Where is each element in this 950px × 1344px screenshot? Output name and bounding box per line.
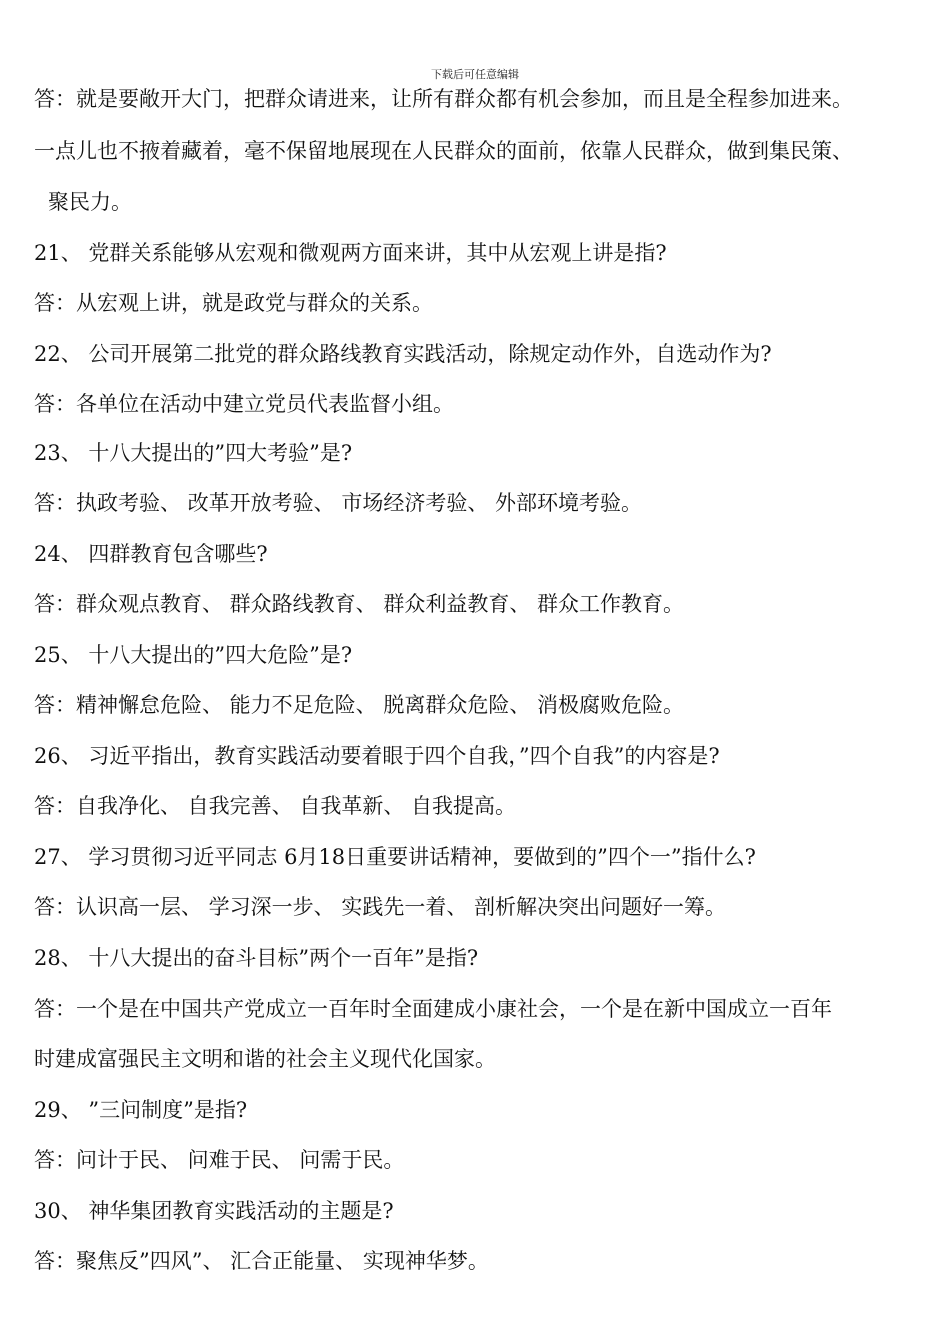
question-29: 29、 ”三问制度”是指? — [34, 1098, 248, 1122]
answer-20-line-3: 聚民力。 — [48, 190, 132, 214]
answer-20-line-2: 一点儿也不掖着藏着，毫不保留地展现在人民群众的面前，依靠人民群众，做到集民策、 — [34, 139, 853, 163]
answer-29: 答：问计于民、 问难于民、 问需于民。 — [34, 1148, 405, 1172]
question-21: 21、 党群关系能够从宏观和微观两方面来讲，其中从宏观上讲是指? — [34, 241, 667, 265]
answer-22: 答：各单位在活动中建立党员代表监督小组。 — [34, 392, 454, 416]
answer-28-line-2: 时建成富强民主文明和谐的社会主义现代化国家。 — [34, 1047, 496, 1071]
question-22: 22、 公司开展第二批党的群众路线教育实践活动，除规定动作外，自选动作为? — [34, 342, 772, 366]
answer-20-line-1: 答：就是要敞开大门，把群众请进来，让所有群众都有机会参加，而且是全程参加进来。 — [34, 87, 853, 111]
question-27: 27、 学习贯彻习近平同志 6月18日重要讲话精神，要做到的”四个一”指什么? — [34, 845, 756, 869]
answer-24: 答：群众观点教育、 群众路线教育、 群众利益教育、 群众工作教育。 — [34, 592, 685, 616]
answer-21: 答：从宏观上讲，就是政党与群众的关系。 — [34, 291, 433, 315]
question-23: 23、 十八大提出的”四大考验”是? — [34, 441, 353, 465]
question-25: 25、 十八大提出的”四大危险”是? — [34, 643, 353, 667]
page-header-note: 下载后可任意编辑 — [431, 68, 519, 81]
answer-25: 答：精神懈怠危险、 能力不足危险、 脱离群众危险、 消极腐败危险。 — [34, 693, 685, 717]
answer-23: 答：执政考验、 改革开放考验、 市场经济考验、 外部环境考验。 — [34, 491, 643, 515]
question-28: 28、 十八大提出的奋斗目标”两个一百年”是指? — [34, 946, 479, 970]
answer-26: 答：自我净化、 自我完善、 自我革新、 自我提高。 — [34, 794, 517, 818]
answer-30: 答：聚焦反”四风”、 汇合正能量、 实现神华梦。 — [34, 1249, 489, 1273]
answer-27: 答：认识高一层、 学习深一步、 实践先一着、 剖析解决突出问题好一筹。 — [34, 895, 727, 919]
answer-28-line-1: 答：一个是在中国共产党成立一百年时全面建成小康社会，一个是在新中国成立一百年 — [34, 997, 832, 1021]
question-26: 26、 习近平指出，教育实践活动要着眼于四个自我，”四个自我”的内容是? — [34, 744, 720, 768]
question-24: 24、 四群教育包含哪些? — [34, 542, 268, 566]
question-30: 30、 神华集团教育实践活动的主题是? — [34, 1199, 394, 1223]
